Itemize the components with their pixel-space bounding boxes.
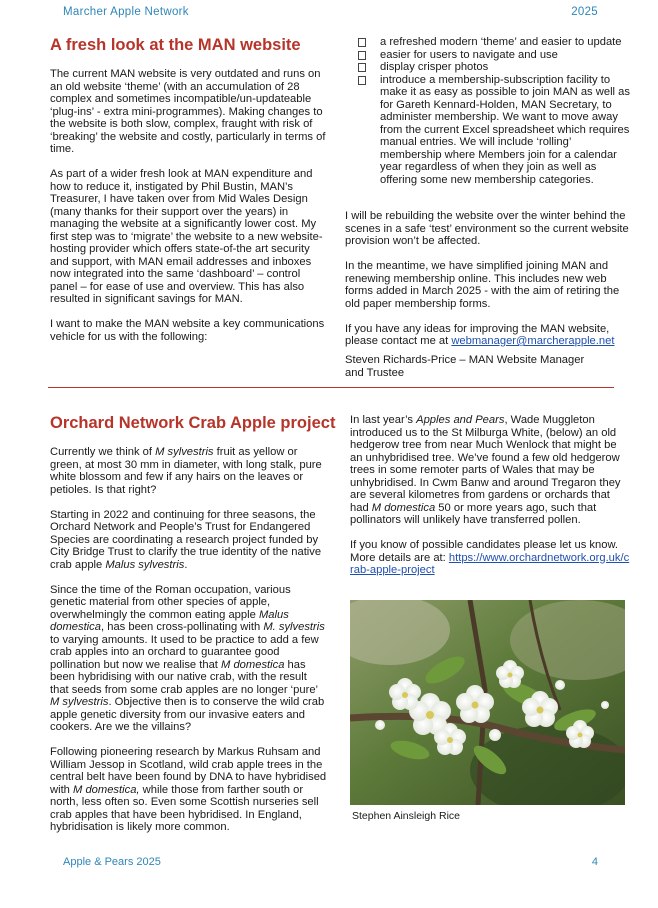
signature-name: Steven Richards-Price – MAN Website Manager	[345, 354, 585, 366]
list-item-text: introduce a membership-subscription facility to make it as easy as possible to join MAN as well as for Gareth Kennard-Holden, MAN Secretary, to administer membership. We want to move away from the current Excel spreadsheet which requires manual entries. We will include ‘rolling’ membership where Members join for a calendar year regardless of when they join as well as offering some new membership categories.	[380, 73, 630, 186]
section1-right-column	[358, 36, 630, 199]
list-item	[358, 61, 630, 74]
paragraph: Since the time of the Roman occupation, various genetic material from other species of apple, overwhelmingly the common eating apple Malus domestica, has been cross-pollinating with M. sylvestris to varying amounts. It used to be practice to add a few crab apples into an orchard to guarantee good pollination but now we realise that M domestica has been hybridising with our native crab, with the result that seeds from some crab apples are no longer ‘pure’ M sylvestris. Objective then is to conserve the wild crab apple genetic diversity from our invasive eaters and cookers. Are we the villains?	[50, 583, 325, 733]
paragraph: I will be rebuilding the website over the winter behind the scenes in a safe ‘test’ environment so the current website provision won’t be affected.	[345, 210, 629, 247]
website-goals-list	[358, 36, 630, 186]
running-header-year: 2025	[571, 6, 598, 18]
section2-right-column	[350, 414, 630, 577]
page-number: 4	[591, 856, 598, 868]
contact-paragraph	[345, 323, 630, 348]
signature-role: and Trustee	[345, 366, 405, 379]
signature	[345, 354, 630, 379]
list-item-text: display crisper photos	[380, 61, 489, 73]
list-item	[358, 36, 630, 49]
section-title-crab-apple: Orchard Network Crab Apple project	[50, 414, 336, 432]
list-item	[358, 49, 630, 62]
footer-publication: Apple & Pears 2025	[63, 856, 161, 868]
paragraph: I want to make the MAN website a key communications vehicle for us with the following:	[50, 318, 325, 343]
crab-apple-project-link[interactable]: https://www.orchardnetwork.org.uk/crab-apple-project	[350, 551, 630, 576]
paragraph: Following pioneering research by Markus Ruhsam and William Jessop in Scotland, wild crab apple trees in the central belt have been found by DNA to have hybridised with M domestica, while those from farther south or north, less often so. Even some Scottish nurseries sell crab apples that have been hybridised. In England, hybridisation is likely more common.	[50, 746, 327, 833]
crab-apple-blossom-photo	[350, 600, 625, 805]
section1-left-column	[50, 68, 330, 343]
contact-email-link[interactable]: webmanager@marcherapple.net	[451, 335, 615, 347]
checkbox-bullet-icon	[358, 63, 366, 72]
paragraph: In the meantime, we have simplified joining MAN and renewing membership online. This includes new web forms added in March 2025 - with the aim of retiring the old paper membership forms.	[345, 260, 620, 310]
photo-caption: Stephen Ainsleigh Rice	[352, 810, 460, 822]
list-item-text: easier for users to navigate and use	[380, 48, 558, 61]
paragraph: Currently we think of M sylvestris fruit as yellow or green, at most 30 mm in diameter, with long stalk, pure white blossom and few if any hairs on the leaves or petioles. Is that right?	[50, 446, 322, 496]
section-divider	[48, 387, 614, 388]
paragraph: The current MAN website is very outdated and runs on an old website ‘theme’ (with an accumulation of 28 complex and sometimes incompatible/un-updateable ‘plug-ins’ - extra mini-programmes). Making changes to the website is both slow, complex, fraught with risk of ‘breaking’ the website and costly, particularly in terms of time.	[50, 68, 326, 155]
checkbox-bullet-icon	[358, 76, 366, 85]
contact-text: If you have any ideas for improving the MAN website, please contact me at	[345, 322, 610, 347]
list-item	[358, 74, 630, 187]
list-item-text: a refreshed modern ‘theme’ and easier to update	[380, 36, 622, 48]
section-title-website: A fresh look at the MAN website	[50, 36, 301, 54]
details-text: If you know of possible candidates please let us know. More details are at:	[350, 539, 619, 564]
paragraph: Starting in 2022 and continuing for three seasons, the Orchard Network and People’s Trust for Endangered Species are coordinating a research project funded by City Bridge Trust to clarify the true identity of the native crab apple Malus sylvestris.	[50, 508, 322, 571]
section1-right-paragraphs	[345, 210, 630, 379]
checkbox-bullet-icon	[358, 51, 366, 60]
checkbox-bullet-icon	[358, 38, 366, 47]
running-header-title: Marcher Apple Network	[63, 6, 189, 18]
section2-left-column	[50, 446, 328, 834]
paragraph	[350, 539, 630, 577]
paragraph: As part of a wider fresh look at MAN expenditure and how to reduce it, instigated by Phil Bustin, MAN’s Treasurer, I have taken over from Mid Wales Design (many thanks for their support over the years) in managing the website at a significantly lower cost. My first step was to ‘migrate’ the website to a new website-hosting provider which offers state-of-the art security and support, with MAN email addresses and inboxes now integrated into the same ‘dashboard’ – control panel – for ease of use and overview. This has also resulted in significant savings for MAN.	[50, 168, 323, 305]
paragraph: In last year’s Apples and Pears, Wade Muggleton introduced us to the St Milburga White, (below) an old hedgerow tree from near Much Wenlock that might be an unhybridised tree. We’ve found a few old hedgerow trees in some remoter parts of Wales that may be unhybridised. In Cwm Banw and around Tregaron they are several kilometres from gardens or orchards that had M domestica 50 or more years ago, such that pollinators will unlikely have transferred pollen.	[350, 414, 621, 526]
